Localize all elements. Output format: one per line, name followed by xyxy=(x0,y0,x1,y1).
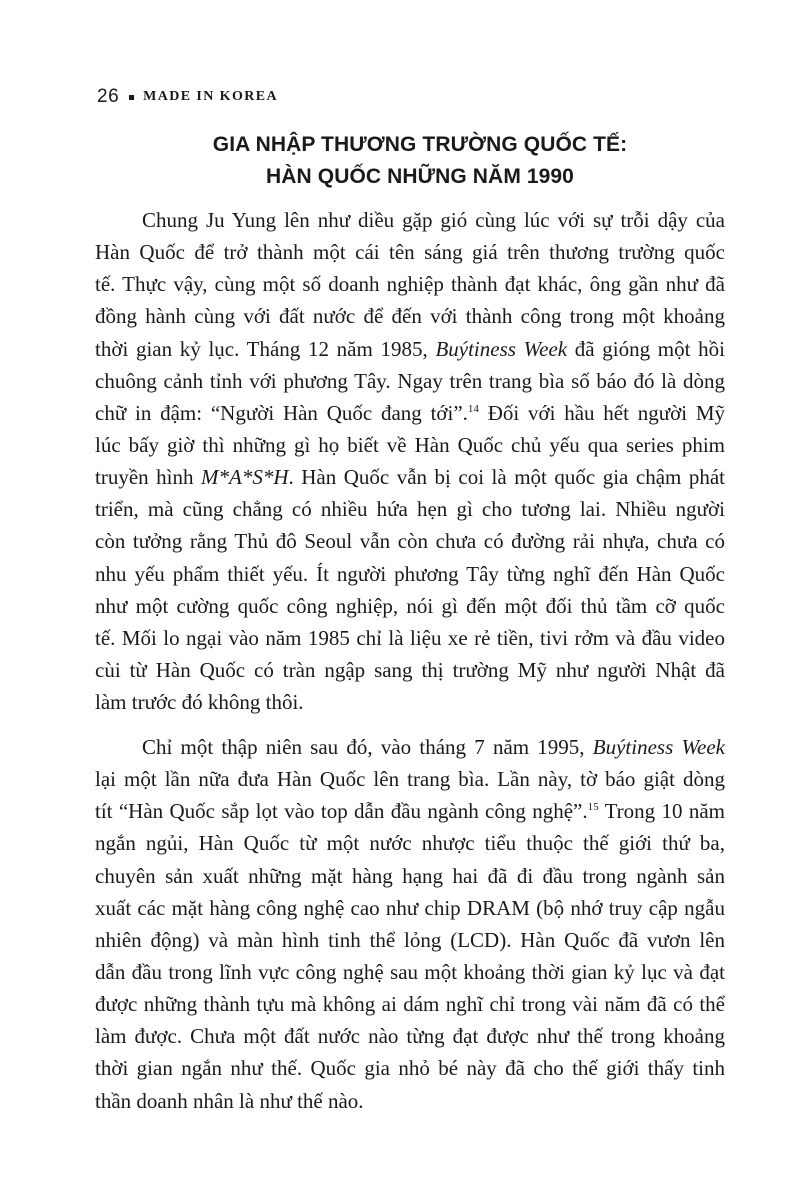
text-line: lại một lần nữa đưa Hàn Quốc lên trang bìa. Lần này, tờ báo giật dòng xyxy=(95,767,725,792)
book-title: MADE IN KOREA xyxy=(143,89,279,104)
text-line: Hàn Quốc để trở thành một cái tên sáng giá trên thương trường quốc xyxy=(95,240,725,265)
text-line: ngắn ngủi, Hàn Quốc từ một nước nhược tiểu thuộc thế giới thứ ba, xyxy=(95,831,725,856)
text-line: Chung Ju Yung lên như diều gặp gió cùng lúc với sự trỗi dậy của xyxy=(142,208,725,232)
text-line: như một cường quốc công nghiệp, nói gì đến một đối thủ tầm cỡ quốc xyxy=(95,593,725,618)
text-run: tít “Hàn Quốc sắp lọt vào top dẫn đầu ngành công nghệ”. xyxy=(95,799,588,824)
text-line: chuyên sản xuất những mặt hàng hạng hai đã đi đầu trong ngành sản xyxy=(95,863,725,888)
magazine-title: Buýtiness Week xyxy=(592,735,725,759)
paragraph-2 xyxy=(95,731,725,1117)
text-line: còn tưởng rằng Thủ đô Seoul vẫn còn chưa có đường rải nhựa, chưa có xyxy=(95,529,725,554)
text-line: được những thành tựu mà không ai dám nghĩ chỉ trong vài năm đã có thể xyxy=(95,992,725,1017)
text-line: thần doanh nhân là như thế nào. xyxy=(95,1088,364,1113)
text-line xyxy=(95,397,725,429)
section-heading-line-2: HÀN QUỐC NHỮNG NĂM 1990 xyxy=(266,165,574,188)
text-line: thời gian ngắn như thế. Quốc gia nhỏ bé này đã cho thế giới thấy tinh xyxy=(95,1056,725,1081)
text-line: đồng hành cùng với đất nước để đến với thành công trong một khoảng xyxy=(95,304,725,329)
square-bullet-icon xyxy=(129,95,134,100)
text-line xyxy=(95,333,725,365)
text-run: chữ in đậm: “Người Hàn Quốc đang tới”. xyxy=(95,400,468,425)
text-run: đã gióng một hồi xyxy=(567,336,725,361)
text-line: dẫn đầu trong lĩnh vực công nghệ sau một khoảng thời gian kỷ lục và đạt xyxy=(95,959,725,984)
text-line xyxy=(95,795,725,827)
text-line xyxy=(95,461,725,493)
footnote-ref-15: 15 xyxy=(587,801,599,814)
text-run: truyền hình xyxy=(95,465,201,490)
text-line: cùi từ Hàn Quốc có tràn ngập sang thị trường Mỹ như người Nhật đã xyxy=(95,657,725,682)
text-line: làm trước đó không thôi. xyxy=(95,690,304,715)
text-line: tế. Thực vậy, cùng một số doanh nghiệp thành đạt khác, ông gần như đã xyxy=(95,272,725,297)
running-head xyxy=(97,86,278,108)
text-run: thời gian kỷ lục. Tháng 12 năm 1985, xyxy=(95,336,436,361)
magazine-title: Buýtiness Week xyxy=(435,336,568,361)
footnote-ref-14: 14 xyxy=(467,402,479,415)
text-line: nhiên động) và màn hình tinh thể lỏng (LCD). Hàn Quốc đã vươn lên xyxy=(95,927,725,952)
text-line: nhu yếu phẩm thiết yếu. Ít người phương Tây từng nghĩ đến Hàn Quốc xyxy=(95,561,725,586)
text-run: Chỉ một thập niên sau đó, vào tháng 7 năm 1995, xyxy=(142,735,593,759)
page-number: 26 xyxy=(97,86,120,107)
text-line: triển, mà cũng chẳng có nhiều hứa hẹn gì cho tương lai. Nhiều người xyxy=(95,497,725,522)
text-line: làm được. Chưa một đất nước nào từng đạt được như thế trong khoảng xyxy=(95,1024,725,1049)
text-run: Trong 10 năm xyxy=(598,799,726,824)
text-run: Đối với hầu hết người Mỹ xyxy=(478,400,725,425)
tv-series-title: M*A*S*H xyxy=(201,465,289,490)
section-heading-line-1: GIA NHẬP THƯƠNG TRƯỜNG QUỐC TẾ: xyxy=(212,133,628,156)
text-line: lúc bấy giờ thì những gì họ biết về Hàn Quốc chủ yếu qua series phim xyxy=(95,432,725,457)
text-line: tế. Mối lo ngại vào năm 1985 chỉ là liệu xe rẻ tiền, tivi rởm và đầu video xyxy=(95,625,725,650)
text-run: . Hàn Quốc vẫn bị coi là một quốc gia chậm phát xyxy=(288,465,726,490)
text-line: chuông cảnh tỉnh với phương Tây. Ngay trên trang bìa số báo đó là dòng xyxy=(95,368,725,393)
paragraph-1 xyxy=(95,204,725,718)
text-line xyxy=(95,731,725,763)
text-line: xuất các mặt hàng công nghệ cao như chip DRAM (bộ nhớ truy cập ngẫu xyxy=(95,895,725,920)
